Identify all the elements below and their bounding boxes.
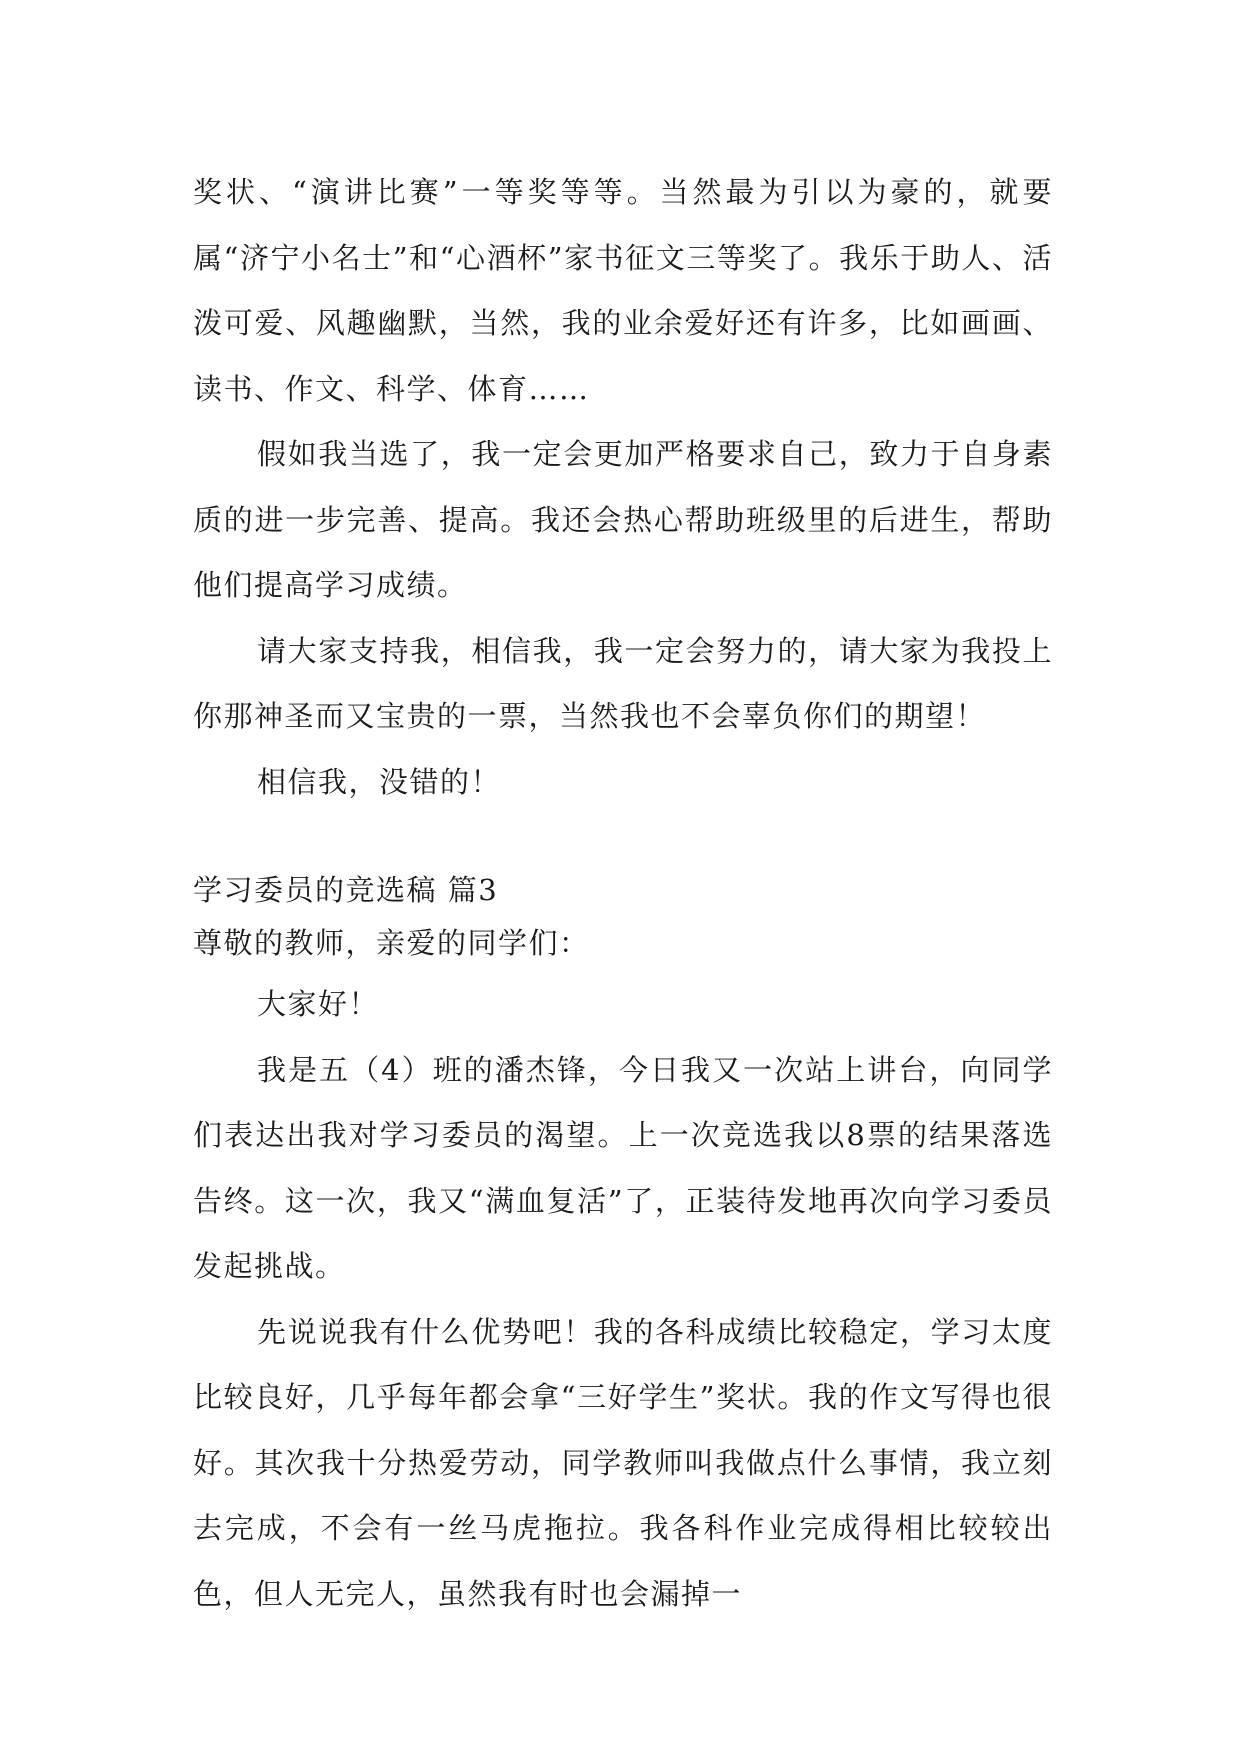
paragraph-greeting: 大家好！	[257, 987, 380, 1021]
paragraph-awards: 奖状、“演讲比赛”一等奖等等。当然最为引以为豪的，就要属“济宁小名士”和“心酒杯”家书征文三等奖了。我乐于助人、活泼可爱、风趣幽默，当然，我的业余爱好还有许多，比如画画、读书、作文、科学、体育……	[193, 175, 1053, 406]
continued-text	[193, 160, 1053, 815]
paragraph-closing: 相信我，没错的！	[257, 764, 502, 799]
paragraph-advantages: 先说说我有什么优势吧！我的各科成绩比较稳定，学习太度比较良好，几乎每年都会拿“三好学生”奖状。我的作文写得也很好。其次我十分热爱劳动，同学教师叫我做点什么事情，我立刻去完成，不会有一丝马虎拖拉。我各科作业完成得相比较较出色，但人无完人，虽然我有时也会漏掉一	[193, 1314, 1053, 1611]
speech-section-3	[193, 865, 1053, 1627]
salutation: 尊敬的教师，亲爱的同学们：	[193, 926, 590, 960]
paragraph-if-elected: 假如我当选了，我一定会更加严格要求自己，致力于自身素质的进一步完善、提高。我还会热心帮助班级里的后进生，帮助他们提高学习成绩。	[193, 437, 1053, 602]
section-title: 学习委员的竞选稿 篇3	[193, 873, 499, 907]
paragraph-introduction: 我是五（4）班的潘杰锋，今日我又一次站上讲台，向同学们表达出我对学习委员的渴望。上一次竞选我以8票的结果落选告终。这一次，我又“满血复活”了，正装待发地再次向学习委员发起挑战。	[193, 1052, 1053, 1283]
paragraph-support-request: 请大家支持我，相信我，我一定会努力的，请大家为我投上你那神圣而又宝贵的一票，当然我也不会辜负你们的期望！	[193, 633, 1053, 733]
